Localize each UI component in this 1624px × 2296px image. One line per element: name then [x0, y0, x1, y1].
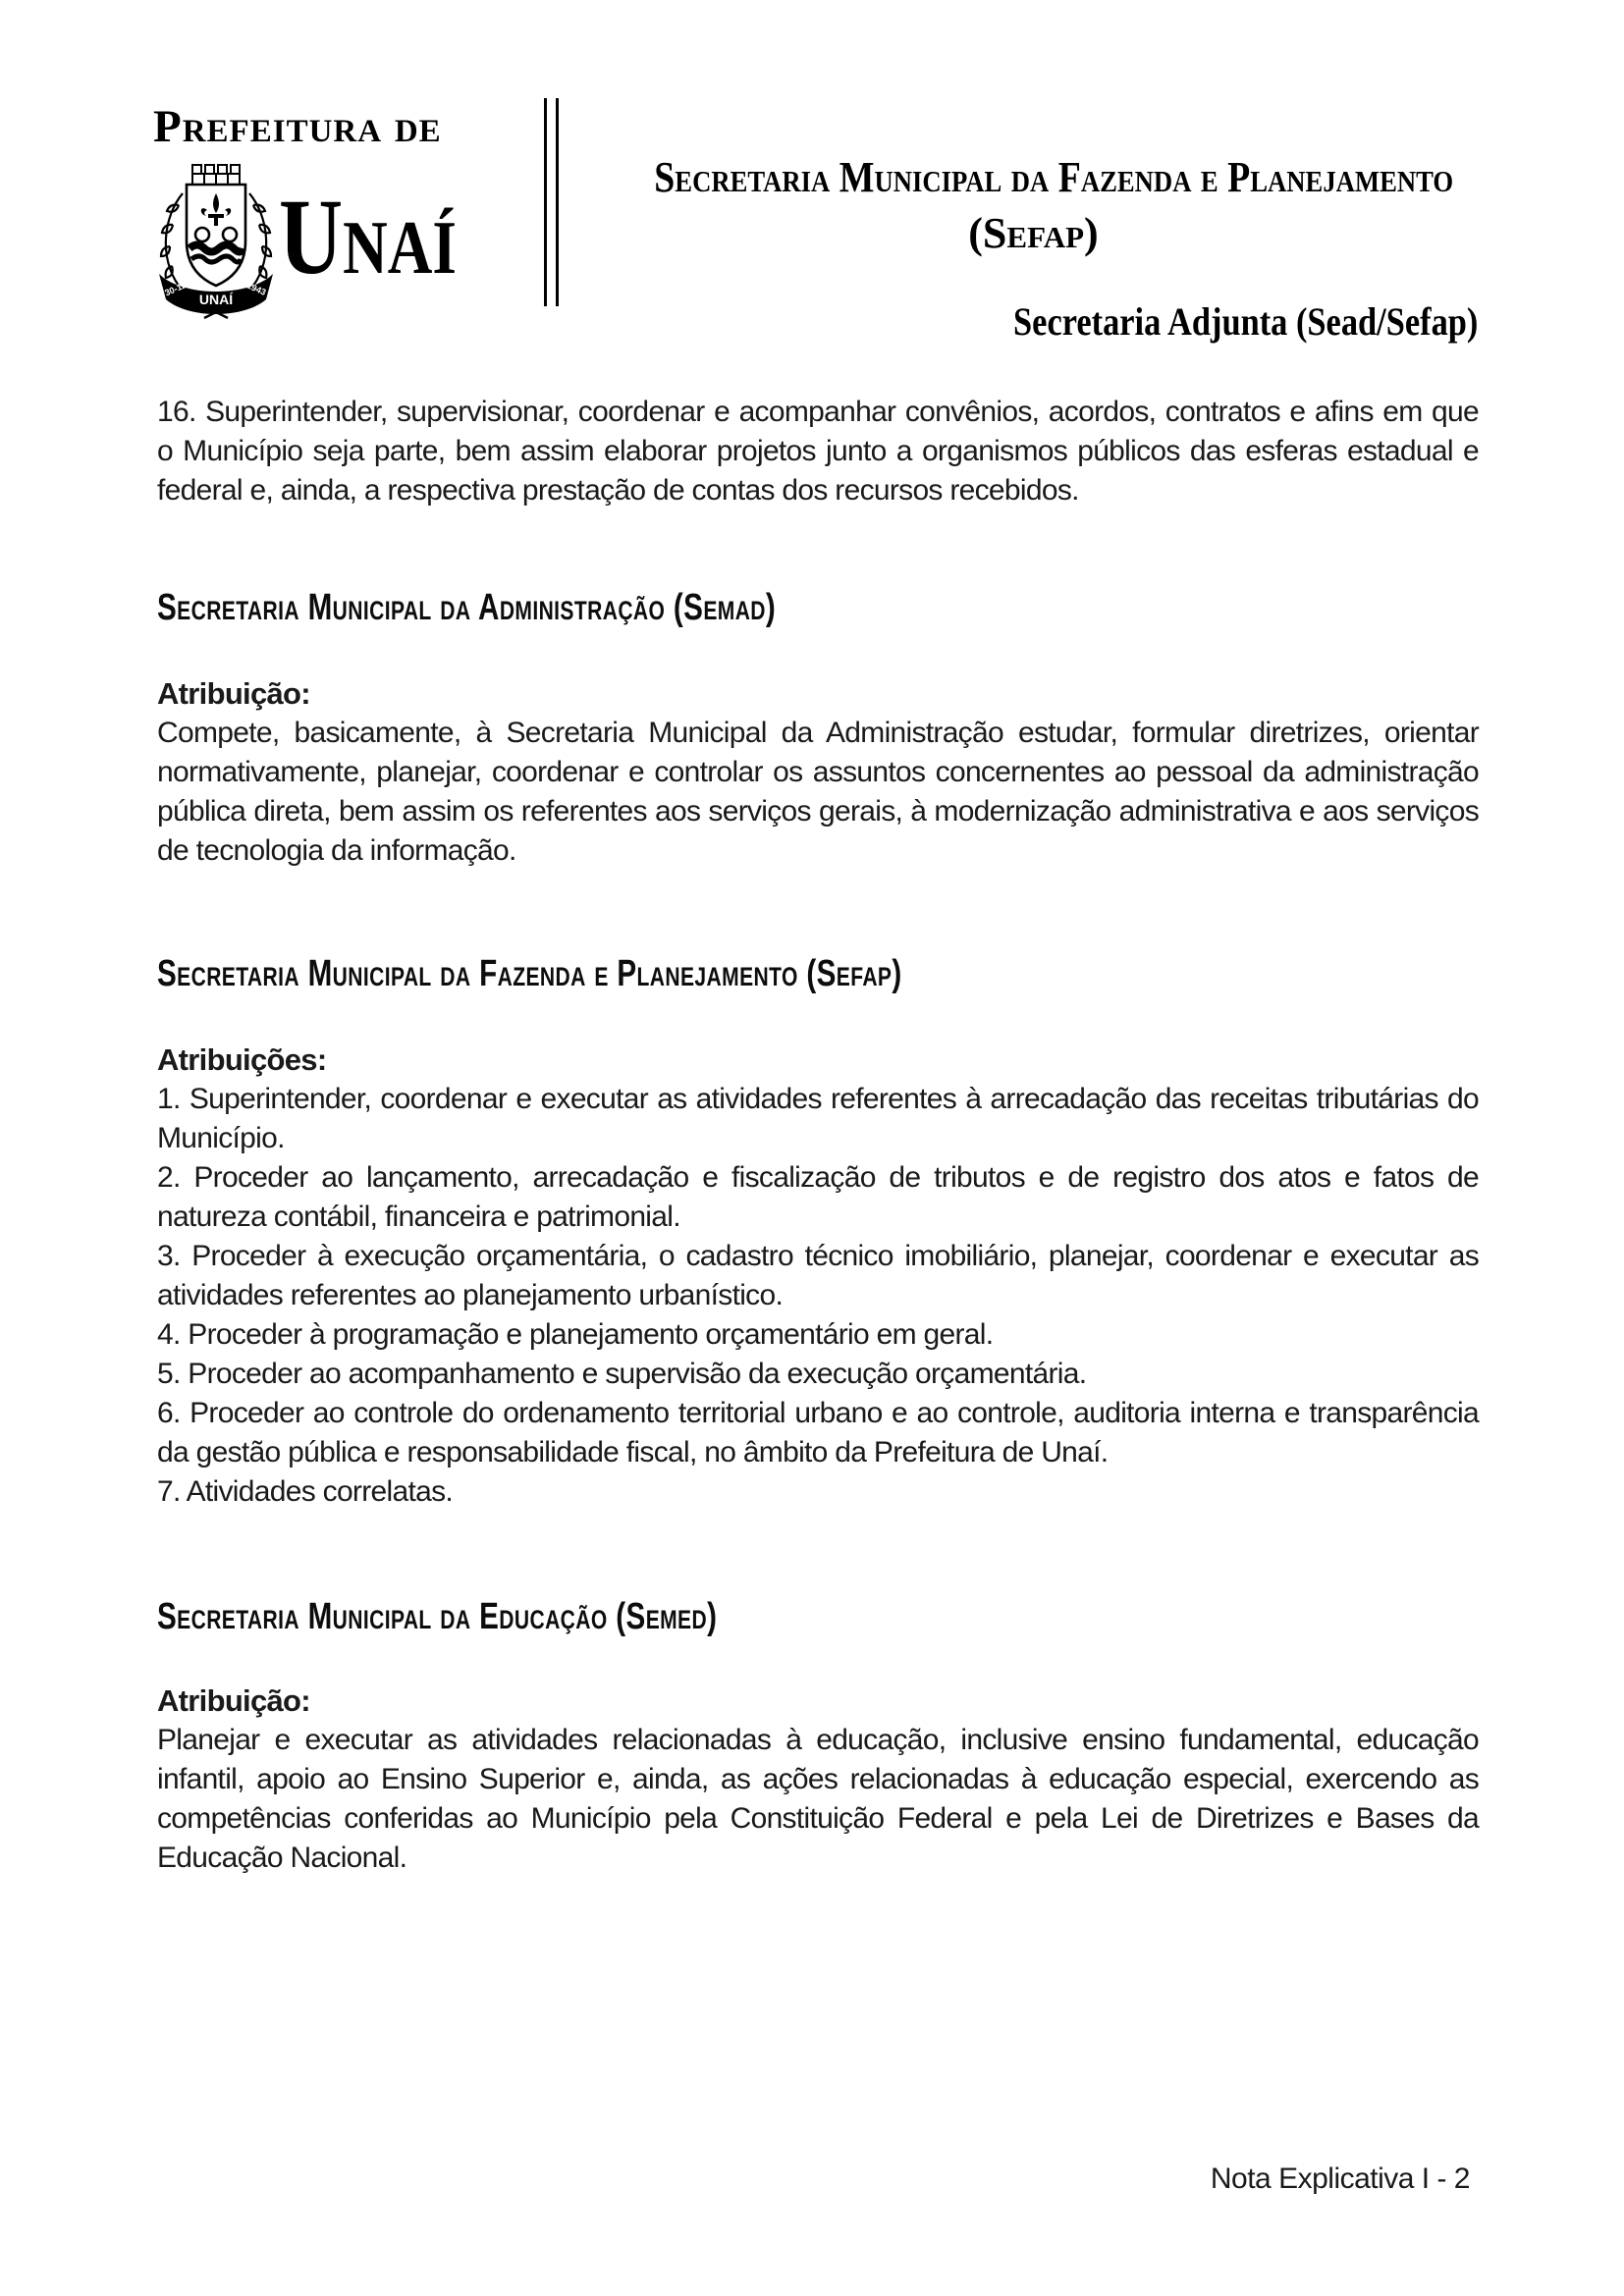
crest-banner-city-label: UNAÍ: [198, 292, 234, 307]
document-subtitle: Secretaria Adjunta (Sead/Sefap): [1012, 299, 1478, 344]
brand-city-wordmark: Unaí: [279, 177, 457, 296]
attribution-label: Atribuições:: [157, 1042, 327, 1077]
document-title: [589, 155, 1478, 255]
section-heading-semed: Secretaria Municipal da Educação (Semed): [157, 1596, 718, 1637]
list-item: 7. Atividades correlatas.: [157, 1475, 454, 1508]
brand-org-name: Prefeitura de: [153, 101, 442, 152]
list-item: 1. Superintender, coordenar e executar as atividades referentes à arrecadação das receitas tributárias do Município.: [157, 1083, 1479, 1154]
intro-paragraph: 16. Superintender, supervisionar, coordenar e acompanhar convênios, acordos, contratos e afins em que o Município seja parte, bem assim elaborar projetos junto a organismos públicos das esferas estadual e federal e, ainda, a respectiva prestação de contas dos recursos recebidos.: [157, 396, 1479, 507]
section-heading-semad: Secretaria Municipal da Administração (Semad): [157, 587, 777, 628]
header-divider: [544, 98, 559, 306]
section-paragraph-semed: Planejar e executar as atividades relacionadas à educação, inclusive ensino fundamental, educação infantil, apoio ao Ensino Superior e, ainda, as ações relacionadas à educação especial, exercendo as competências conferidas ao Município pela Constituição Federal e pela Lei de Diretrizes e Bases da Educação Nacional.: [157, 1724, 1479, 1874]
list-item: 4. Proceder à programação e planejamento orçamentário em geral.: [157, 1318, 994, 1351]
attribution-label: Atribuição:: [157, 1683, 310, 1718]
list-item: 3. Proceder à execução orçamentária, o cadastro técnico imobiliário, planejar, coordenar e executar as atividades referentes ao planejamento urbanístico.: [157, 1240, 1479, 1311]
footer-note: Nota Explicativa I - 2: [1210, 2163, 1470, 2195]
document-title-line2: (Sefap): [968, 209, 1099, 257]
list-item: 5. Proceder ao acompanhamento e supervisão da execução orçamentária.: [157, 1358, 1087, 1390]
section-heading-sefap: Secretaria Municipal da Fazenda e Planejamento (Sefap): [157, 953, 902, 994]
document-title-line1: Secretaria Municipal da Fazenda e Planejamento: [654, 153, 1454, 201]
crest-banner-date-right: 1943: [245, 280, 268, 297]
section-paragraph-semad: Compete, basicamente, à Secretaria Municipal da Administração estudar, formular diretrizes, orientar normativamente, planejar, coordenar e controlar os assuntos concernentes ao pessoal da administração pública direta, bem assim os referentes aos serviços gerais, à modernização administrativa e aos serviços de tecnologia da informação.: [157, 717, 1479, 867]
list-item: 6. Proceder ao controle do ordenamento territorial urbano e ao controle, auditoria interna e transparência da gestão pública e responsabilidade fiscal, no âmbito da Prefeitura de Unaí.: [157, 1397, 1479, 1468]
unai-coat-of-arms-icon: [153, 160, 279, 319]
list-item: 2. Proceder ao lançamento, arrecadação e fiscalização de tributos e de registro dos atos e fatos de natureza contábil, financeira e patrimonial.: [157, 1161, 1479, 1233]
attribution-label: Atribuição:: [157, 676, 310, 711]
document-body: [157, 393, 1479, 1878]
crest-banner-date-left: 30-12: [163, 280, 189, 298]
